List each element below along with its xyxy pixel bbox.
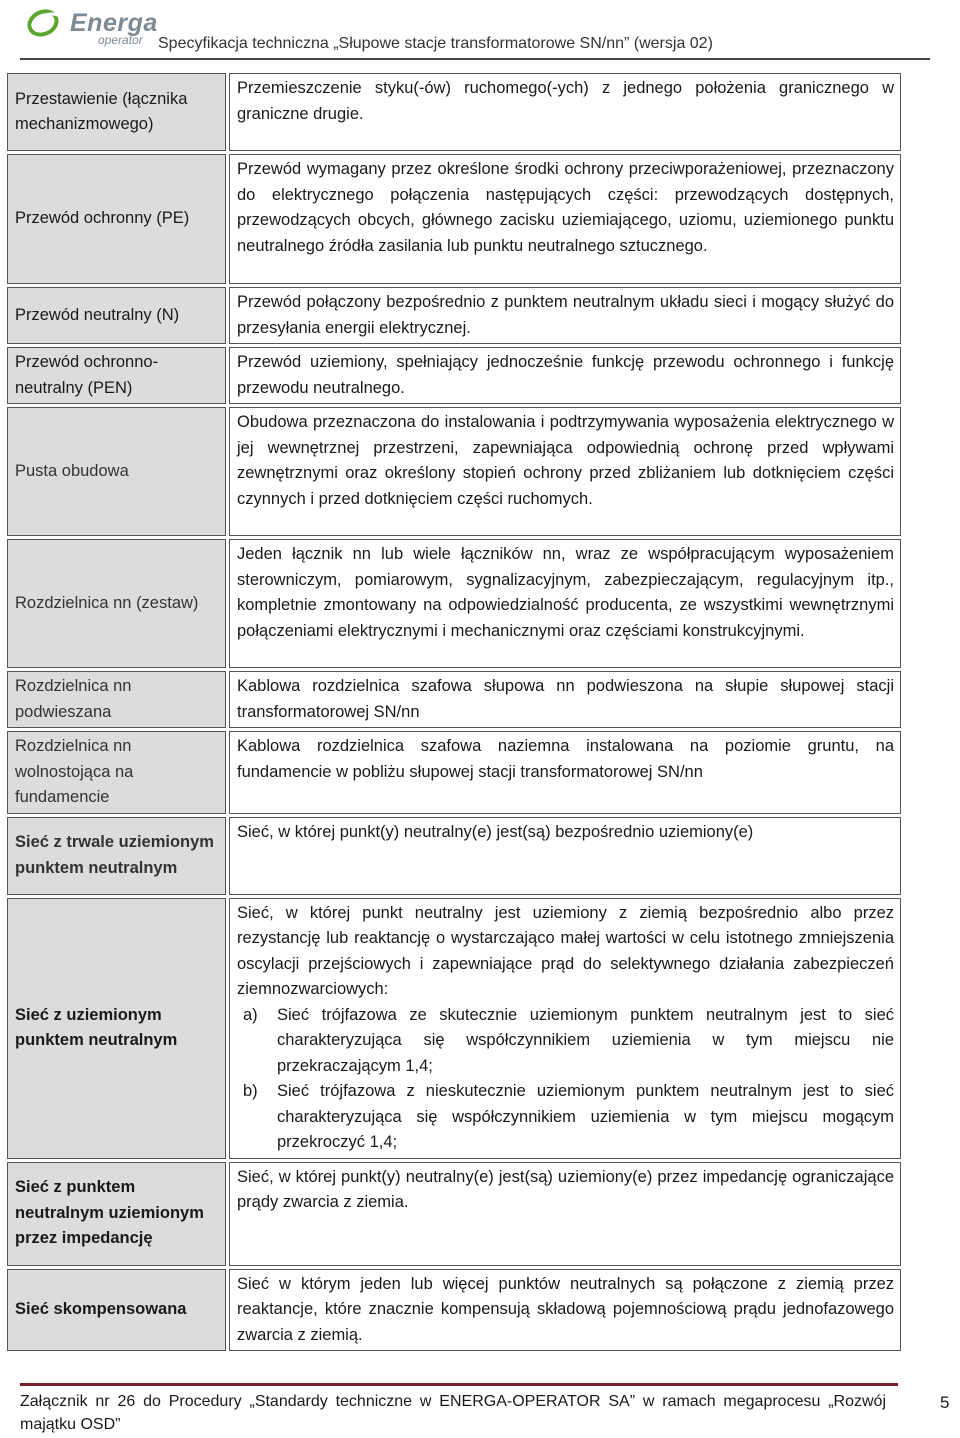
- table-row: [7, 671, 901, 728]
- definition-cell: Przemieszczenie styku(-ów) ruchomego(-ych) z jednego położenia granicznego w graniczne drugie.: [229, 73, 901, 151]
- term-cell: Pusta obudowa: [7, 407, 226, 536]
- footer-divider: [20, 1383, 898, 1386]
- document-title: Specyfikacja techniczna „Słupowe stacje transformatorowe SN/nn” (wersja 02): [158, 35, 713, 52]
- term-cell: Rozdzielnica nn wolnostojąca na fundamencie: [7, 731, 226, 814]
- list-item-text: Sieć trójfazowa z nieskutecznie uziemionym punktem neutralnym jest to sieć charakteryzująca się współczynnikiem uziemienia w tym miejscu mogącym przekroczyć 1,4;: [277, 1082, 894, 1151]
- table-row: [7, 817, 901, 895]
- energa-logo: [26, 6, 166, 46]
- term-cell: Sieć z trwale uziemionym punktem neutralnym: [7, 817, 226, 895]
- term-cell: Przewód ochronny (PE): [7, 154, 226, 284]
- logo-subtitle: operator: [98, 33, 143, 47]
- page-header: [0, 0, 960, 62]
- term-cell: Przewód neutralny (N): [7, 287, 226, 344]
- table-row: [7, 1162, 901, 1266]
- table-row: [7, 898, 901, 1159]
- definitions-table: [4, 70, 904, 1354]
- list-marker: b): [243, 1082, 258, 1100]
- header-divider: [20, 58, 930, 60]
- table-row: [7, 1269, 901, 1352]
- list-item: [237, 1003, 894, 1080]
- definition-cell: Przewód połączony bezpośrednio z punktem neutralnym układu sieci i mogący służyć do przesyłania energii elektrycznej.: [229, 287, 901, 344]
- logo-name: Energa: [70, 9, 158, 37]
- term-cell: Sieć z punktem neutralnym uziemionym przez impedancję: [7, 1162, 226, 1266]
- definition-cell: Kablowa rozdzielnica szafowa słupowa nn podwieszona na słupie słupowej stacji transformatorowej SN/nn: [229, 671, 901, 728]
- definition-cell: Obudowa przeznaczona do instalowania i podtrzymywania wyposażenia elektrycznego w jej wewnętrznej przestrzeni, zapewniająca odpowiednią ochronę przed wpływami zewnętrznymi oraz określony stopień ochrony przed zbliżaniem lub dotknięciem części czynnych i przed dotknięciem części ruchomych.: [229, 407, 901, 536]
- table-row: [7, 731, 901, 814]
- definition-cell: Sieć w którym jeden lub więcej punktów neutralnych są połączone z ziemią przez reaktancje, które znacznie kompensują składową pojemnościową prądu jednofazowego zwarcia z ziemią.: [229, 1269, 901, 1352]
- table-row: [7, 347, 901, 404]
- definition-list: [237, 1003, 894, 1156]
- page-number: 5: [940, 1393, 950, 1412]
- definition-intro: Sieć, w której punkt neutralny jest uziemiony z ziemią bezpośrednio albo przez rezystancję lub reaktancję o wystarczająco małej wartości w celu istotnego zmniejszenia oscylacji przejściowych i zapewniające prąd do selektywnego działania zabezpieczeń ziemnozwarciowych:: [237, 903, 894, 998]
- list-item: [237, 1079, 894, 1156]
- table-row: [7, 407, 901, 536]
- term-cell: Sieć skompensowana: [7, 1269, 226, 1352]
- term-cell: Przewód ochronno-neutralny (PEN): [7, 347, 226, 404]
- term-cell: Rozdzielnica nn (zestaw): [7, 539, 226, 668]
- table-row: [7, 73, 901, 151]
- table-row: [7, 539, 901, 668]
- list-marker: a): [243, 1005, 258, 1024]
- definition-cell: Sieć, w której punkt(y) neutralny(e) jest(są) bezpośrednio uziemiony(e): [229, 817, 901, 895]
- definition-cell: Przewód uziemiony, spełniający jednocześnie funkcję przewodu ochronnego i funkcję przewodu neutralnego.: [229, 347, 901, 404]
- definition-cell: Kablowa rozdzielnica szafowa naziemna instalowana na poziomie gruntu, na fundamencie w pobliżu słupowej stacji transformatorowej SN/nn: [229, 731, 901, 814]
- footer-text: Załącznik nr 26 do Procedury „Standardy techniczne w ENERGA-OPERATOR SA” w ramach megaprocesu „Rozwój majątku OSD”: [20, 1393, 886, 1433]
- term-cell: Sieć z uziemionym punktem neutralnym: [7, 898, 226, 1159]
- list-item-text: Sieć trójfazowa ze skutecznie uziemionym punktem neutralnym jest to sieć charakteryzująca się współczynnikiem uziemienia w tym miejscu nie przekraczającym 1,4;: [277, 1005, 894, 1075]
- definition-cell: [229, 898, 901, 1159]
- term-cell: Rozdzielnica nn podwieszana: [7, 671, 226, 728]
- definition-cell: Sieć, w której punkt(y) neutralny(e) jest(są) uziemiony(e) przez impedancję ograniczające prądy zwarcia z ziemia.: [229, 1162, 901, 1266]
- definition-cell: Jeden łącznik nn lub wiele łączników nn, wraz ze współpracującym wyposażeniem sterowniczym, pomiarowym, sygnalizacyjnym, zabezpieczającym, regulacyjnym itp., kompletnie zmontowany na odpowiedzialność producenta, ze wszystkimi wewnętrznymi połączeniami elektrycznymi i mechanicznymi oraz częściami konstrukcyjnymi.: [229, 539, 901, 668]
- table-row: [7, 287, 901, 344]
- definition-cell: Przewód wymagany przez określone środki ochrony przeciwporażeniowej, przeznaczony do elektrycznego połączenia następujących części: przewodzących dostępnych, przewodzących obcych, głównego zacisku uziemiającego, uziomu, uziemionego punktu neutralnego źródła zasilania lub punktu neutralnego sztucznego.: [229, 154, 901, 284]
- term-cell: Przestawienie (łącznika mechanizmowego): [7, 73, 226, 151]
- leaf-icon: [26, 6, 66, 40]
- table-row: [7, 154, 901, 284]
